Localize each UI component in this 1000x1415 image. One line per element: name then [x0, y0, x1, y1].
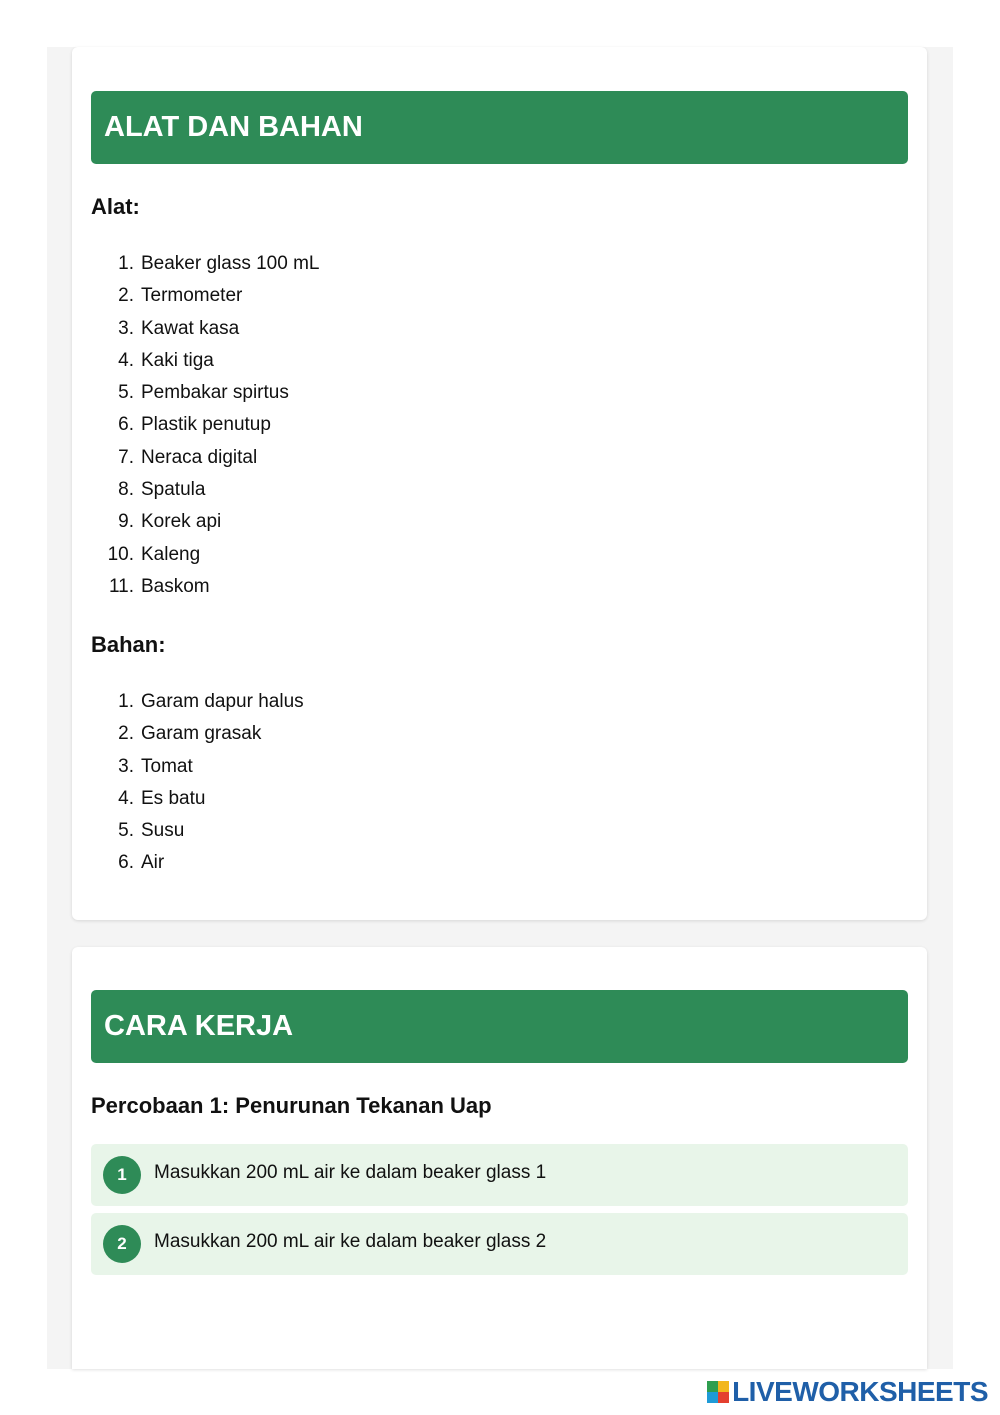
- list-item: 6. Plastik penutup: [118, 414, 271, 436]
- step-text: Masukkan 200 mL air ke dalam beaker glass 1: [154, 1162, 547, 1183]
- list-item: 2. Garam grasak: [118, 723, 262, 745]
- cara-kerja-header: CARA KERJA: [91, 990, 908, 1063]
- alat-bahan-card: [72, 47, 927, 920]
- alat-list: [91, 248, 320, 603]
- step-text: Masukkan 200 mL air ke dalam beaker glass 2: [154, 1231, 547, 1252]
- step-item: [91, 1144, 908, 1206]
- liveworksheets-logo-icon: [707, 1381, 729, 1403]
- percobaan-heading: Percobaan 1: Penurunan Tekanan Uap: [91, 1093, 492, 1118]
- list-item: 9. Korek api: [118, 511, 222, 533]
- alat-heading: Alat:: [91, 194, 140, 219]
- bahan-list: [91, 686, 304, 880]
- list-item: 6. Air: [118, 852, 165, 874]
- list-item: 4. Kaki tiga: [118, 349, 214, 371]
- step-item: [91, 1213, 908, 1275]
- list-item: 3. Kawat kasa: [118, 317, 240, 339]
- liveworksheets-logo-text: LIVEWORKSHEETS: [732, 1376, 988, 1407]
- list-item: 3. Tomat: [118, 755, 193, 777]
- liveworksheets-logo: [707, 1377, 988, 1407]
- step-number-badge: 1: [103, 1156, 141, 1194]
- list-item: 1. Beaker glass 100 mL: [118, 253, 320, 274]
- list-item: 8. Spatula: [118, 479, 206, 501]
- list-item: 7. Neraca digital: [118, 446, 258, 468]
- step-number-badge: 2: [103, 1225, 141, 1263]
- list-item: 11. Baskom: [108, 575, 210, 597]
- list-item: 10. Kaleng: [107, 543, 201, 565]
- list-item: 2. Termometer: [118, 285, 243, 307]
- cara-kerja-card: [72, 947, 927, 1369]
- list-item: 1. Garam dapur halus: [118, 691, 304, 712]
- alat-bahan-header: ALAT DAN BAHAN: [91, 91, 908, 164]
- bahan-heading: Bahan:: [91, 632, 166, 657]
- list-item: 5. Pembakar spirtus: [118, 382, 289, 404]
- list-item: 4. Es batu: [118, 787, 206, 809]
- list-item: 5. Susu: [118, 820, 185, 842]
